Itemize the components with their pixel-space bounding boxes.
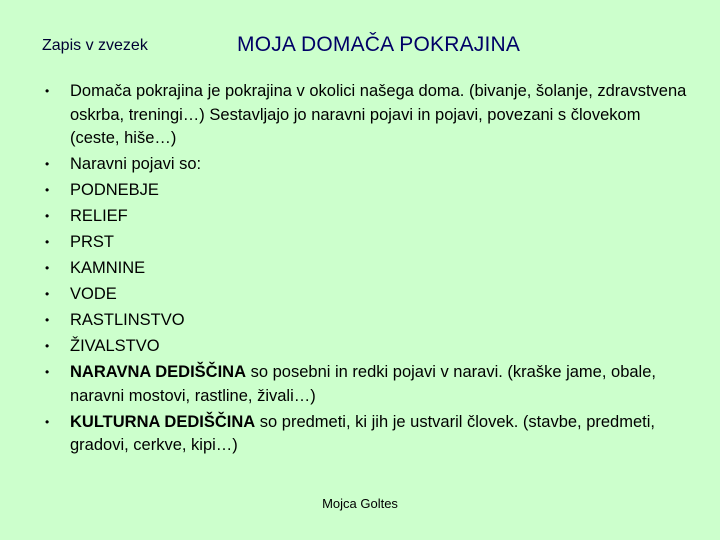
bullet-icon: • (45, 313, 50, 327)
item-bold-term: KULTURNA DEDIŠČINA (70, 412, 256, 431)
item-text: KAMNINE (70, 259, 146, 277)
bullet-icon: • (45, 287, 50, 301)
slide-subtitle: Zapis v zvezek (42, 37, 148, 54)
bullet-icon: • (45, 339, 50, 353)
item-text: Naravni pojavi so: (70, 155, 202, 173)
bullet-list (0, 80, 690, 460)
item-text: PODNEBJE (70, 181, 159, 199)
list-item (0, 335, 690, 359)
bullet-icon: • (45, 414, 50, 429)
bullet-icon: • (45, 84, 50, 98)
bullet-icon: • (45, 183, 50, 197)
item-text: RASTLINSTVO (70, 311, 185, 329)
list-item (0, 361, 690, 408)
list-item (0, 283, 690, 307)
list-item (0, 205, 690, 229)
item-text: RELIEF (70, 207, 128, 225)
item-text: VODE (70, 285, 117, 303)
item-bold-term: NARAVNA DEDIŠČINA (70, 363, 247, 381)
slide-title: MOJA DOMAČA POKRAJINA (237, 33, 521, 56)
bullet-icon: • (45, 209, 50, 223)
bullet-icon: • (45, 365, 50, 379)
bullet-icon: • (45, 235, 50, 249)
list-item (0, 411, 690, 458)
item-text: ŽIVALSTVO (70, 337, 160, 355)
item-text: so posebni in redki pojavi v naravi. (kraške jame, obale, naravni mostovi, rastline, živali…) (70, 363, 656, 405)
footer-author: Mojca Goltes (322, 496, 398, 511)
list-item (0, 80, 690, 151)
item-text: Domača pokrajina je pokrajina v okolici našega doma. (bivanje, šolanje, zdravstvena oskrba, treningi…) Sestavljajo jo naravni pojavi in pojavi, povezani s človekom (ceste, hiše…) (70, 82, 687, 147)
item-text: so predmeti, ki jih je ustvaril človek. (stavbe, predmeti, gradovi, cerkve, kipi…) (70, 412, 655, 454)
item-text: PRST (70, 233, 115, 251)
list-item (0, 257, 690, 281)
list-item (0, 309, 690, 333)
bullet-icon: • (45, 261, 50, 275)
bullet-icon: • (45, 157, 50, 171)
list-item (0, 231, 690, 255)
list-item (0, 179, 690, 203)
list-item (0, 153, 690, 177)
